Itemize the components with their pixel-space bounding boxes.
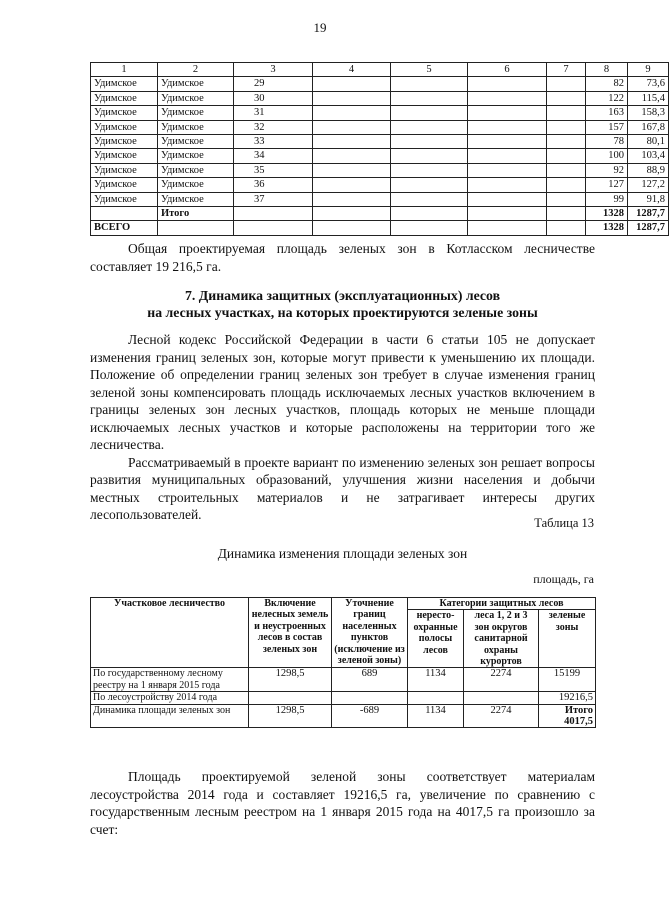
table-cell bbox=[332, 692, 408, 704]
table-cell: 88,9 bbox=[628, 163, 669, 177]
table-cell: 91,8 bbox=[628, 192, 669, 206]
column-number: 8 bbox=[586, 63, 628, 77]
table-cell bbox=[468, 135, 547, 149]
table-cell: 1134 bbox=[408, 668, 464, 692]
table-cell bbox=[547, 221, 586, 235]
table-cell: Удимское bbox=[91, 106, 158, 120]
table-cell: Удимское bbox=[91, 77, 158, 91]
table-cell: 157 bbox=[586, 120, 628, 134]
table-cell: Удимское bbox=[91, 163, 158, 177]
table-cell: 29 bbox=[234, 77, 313, 91]
table-cell bbox=[313, 91, 391, 105]
subtotal-row bbox=[91, 207, 669, 221]
table-cell bbox=[391, 91, 468, 105]
table-cell bbox=[313, 163, 391, 177]
total-label: ВСЕГО bbox=[91, 221, 158, 235]
table-cell: 127 bbox=[586, 178, 628, 192]
column-number: 1 bbox=[91, 63, 158, 77]
column-number: 4 bbox=[313, 63, 391, 77]
subtotal-count: 1328 bbox=[586, 207, 628, 221]
header-forestry: Участковое лесничество bbox=[91, 598, 249, 668]
table-row bbox=[91, 91, 669, 105]
table-cell bbox=[464, 692, 539, 704]
header-inclusion: Включение нелесных земель и неустроенных лесов в состав зеленых зон bbox=[249, 598, 332, 668]
table-row bbox=[91, 178, 669, 192]
table-cell: Удимское bbox=[158, 135, 234, 149]
table-cell: 103,4 bbox=[628, 149, 669, 163]
column-number: 2 bbox=[158, 63, 234, 77]
table-cell bbox=[547, 120, 586, 134]
table-cell: 1134 bbox=[408, 704, 464, 728]
table-cell: Удимское bbox=[158, 178, 234, 192]
section-heading-line-1: 7. Динамика защитных (эксплуатационных) лесов bbox=[184, 288, 501, 303]
table-cell bbox=[313, 207, 391, 221]
table-cell: 78 bbox=[586, 135, 628, 149]
column-number: 5 bbox=[391, 63, 468, 77]
table-cell bbox=[391, 149, 468, 163]
table-cell: 100 bbox=[586, 149, 628, 163]
table-cell: Удимское bbox=[158, 77, 234, 91]
table-cell bbox=[547, 192, 586, 206]
table-cell: 2274 bbox=[464, 668, 539, 692]
table-cell bbox=[313, 135, 391, 149]
table-row bbox=[91, 106, 669, 120]
table-cell bbox=[547, 77, 586, 91]
table-cell bbox=[313, 192, 391, 206]
table-row bbox=[91, 163, 669, 177]
table-cell bbox=[234, 207, 313, 221]
table-cell bbox=[408, 692, 464, 704]
table-cell: 19216,5 bbox=[539, 692, 596, 704]
table-header-row bbox=[91, 63, 669, 77]
section-heading-line-2: на лесных участках, на которых проектируются зеленые зоны bbox=[147, 305, 538, 320]
table-cell bbox=[234, 221, 313, 235]
table-row bbox=[91, 704, 596, 728]
table-cell bbox=[547, 207, 586, 221]
table-cell: Удимское bbox=[158, 120, 234, 134]
table-cell: 32 bbox=[234, 120, 313, 134]
column-number: 7 bbox=[547, 63, 586, 77]
table-cell: 1298,5 bbox=[249, 668, 332, 692]
table-cell: 15199 bbox=[539, 668, 596, 692]
table-cell bbox=[547, 135, 586, 149]
table-cell bbox=[158, 221, 234, 235]
table-cell: 99 bbox=[586, 192, 628, 206]
table-cell bbox=[391, 77, 468, 91]
table-cell bbox=[313, 178, 391, 192]
table-cell bbox=[391, 221, 468, 235]
body-paragraphs bbox=[90, 331, 595, 524]
header-boundary-update: Уточнение границ населенных пунктов (исключение из зеленой зоны) bbox=[332, 598, 408, 668]
table-cell: 158,3 bbox=[628, 106, 669, 120]
table-cell bbox=[391, 163, 468, 177]
table-cell: -689 bbox=[332, 704, 408, 728]
table-cell bbox=[468, 149, 547, 163]
table-cell bbox=[391, 192, 468, 206]
table-cell: Удимское bbox=[91, 120, 158, 134]
table-cell: Удимское bbox=[91, 192, 158, 206]
table-cell bbox=[468, 91, 547, 105]
table-cell: 34 bbox=[234, 149, 313, 163]
table-cell: Удимское bbox=[158, 106, 234, 120]
table-cell bbox=[391, 178, 468, 192]
table-cell: Удимское bbox=[91, 178, 158, 192]
table-cell bbox=[313, 106, 391, 120]
table-cell bbox=[468, 207, 547, 221]
header-sanitary-zones: леса 1, 2 и 3 зон округов санитарной охраны курортов bbox=[464, 610, 539, 668]
total-row bbox=[91, 221, 669, 235]
table-cell: Удимское bbox=[91, 149, 158, 163]
table-row bbox=[91, 192, 669, 206]
table-cell: 167,8 bbox=[628, 120, 669, 134]
row-label: По государственному лесному реестру на 1 января 2015 года bbox=[91, 668, 249, 692]
green-zones-dynamics-table bbox=[90, 597, 596, 728]
table-cell: 30 bbox=[234, 91, 313, 105]
table-cell bbox=[468, 106, 547, 120]
table-number-label: Таблица 13 bbox=[534, 516, 594, 530]
table-cell bbox=[391, 207, 468, 221]
closing-paragraph: Площадь проектируемой зеленой зоны соответствует материалам лесоустройства 2014 года и составляет 19216,5 га, увеличение по сравнению с государственным лесным реестром на 1 января 2015 года на 4017,5 га произошло за счет: bbox=[90, 769, 595, 837]
table-cell bbox=[249, 692, 332, 704]
column-number: 3 bbox=[234, 63, 313, 77]
table-cell: Удимское bbox=[158, 91, 234, 105]
table-cell bbox=[313, 221, 391, 235]
table-cell: 122 bbox=[586, 91, 628, 105]
table-cell-total: Итого 4017,5 bbox=[539, 704, 596, 728]
table-cell bbox=[468, 163, 547, 177]
column-number: 6 bbox=[468, 63, 547, 77]
table-cell bbox=[468, 192, 547, 206]
header-protective-categories: Категории защитных лесов bbox=[408, 598, 596, 610]
table-cell bbox=[547, 149, 586, 163]
total-area: 1287,7 bbox=[628, 221, 669, 235]
table-cell bbox=[468, 77, 547, 91]
table-cell: Удимское bbox=[158, 192, 234, 206]
paragraph-forest-code: Лесной кодекс Российской Федерации в части 6 статьи 105 не допускает изменения границ зеленых зон, которые могут привести к уменьшению их площади. Положение об определении границ зеленых зон требует в случае изменения границ зеленой зоны компенсировать площадь исключаемых лесных участков включением в границы зеленых зон лесных участков, площадь которых не меньше площади исключаемых лесных участков и которые расположены на территории того же лесничества. bbox=[90, 332, 595, 452]
row-label: По лесоустройству 2014 года bbox=[91, 692, 249, 704]
table-cell: 82 bbox=[586, 77, 628, 91]
table-cell: Удимское bbox=[91, 91, 158, 105]
total-count: 1328 bbox=[586, 221, 628, 235]
table-cell: 163 bbox=[586, 106, 628, 120]
table-cell: 689 bbox=[332, 668, 408, 692]
table-cell bbox=[468, 221, 547, 235]
table-row bbox=[91, 120, 669, 134]
table-cell bbox=[91, 207, 158, 221]
row-label: Динамика площади зеленых зон bbox=[91, 704, 249, 728]
table-cell: 80,1 bbox=[628, 135, 669, 149]
table-cell: Удимское bbox=[158, 163, 234, 177]
table-header-row bbox=[91, 598, 596, 610]
table-row bbox=[91, 668, 596, 692]
header-spawning-strips: нересто-охранные полосы лесов bbox=[408, 610, 464, 668]
header-green-zones: зеленые зоны bbox=[539, 610, 596, 668]
paragraph-project-variant: Рассматриваемый в проекте вариант по изменению зеленых зон решает вопросы развития муниципальных образований, улучшения жизни населения и добычи местных строительных материалов и не затрагивает интересы других лесопользователей. bbox=[90, 454, 595, 522]
table-cell bbox=[547, 91, 586, 105]
table-cell bbox=[468, 120, 547, 134]
table-cell bbox=[547, 106, 586, 120]
table-cell: 115,4 bbox=[628, 91, 669, 105]
table-cell: 36 bbox=[234, 178, 313, 192]
table-title: Динамика изменения площади зеленых зон bbox=[217, 546, 468, 561]
table-cell: 92 bbox=[586, 163, 628, 177]
table-row bbox=[91, 692, 596, 704]
table-cell: 1298,5 bbox=[249, 704, 332, 728]
table-cell: 31 bbox=[234, 106, 313, 120]
column-number: 9 bbox=[628, 63, 669, 77]
subtotal-area: 1287,7 bbox=[628, 207, 669, 221]
table-cell: 35 bbox=[234, 163, 313, 177]
table-cell bbox=[547, 178, 586, 192]
page-number: 19 bbox=[313, 20, 327, 35]
table-row bbox=[91, 135, 669, 149]
table-cell: 2274 bbox=[464, 704, 539, 728]
table-cell: Удимское bbox=[158, 149, 234, 163]
table-cell bbox=[547, 163, 586, 177]
table-row bbox=[91, 149, 669, 163]
table-cell: 33 bbox=[234, 135, 313, 149]
table-cell: 37 bbox=[234, 192, 313, 206]
table-row bbox=[91, 77, 669, 91]
table-unit: площадь, га bbox=[533, 572, 594, 586]
forest-areas-table bbox=[90, 62, 669, 236]
table-cell bbox=[313, 77, 391, 91]
table-cell bbox=[313, 149, 391, 163]
table-cell bbox=[391, 135, 468, 149]
table-cell bbox=[391, 106, 468, 120]
table-cell: 127,2 bbox=[628, 178, 669, 192]
subtotal-label: Итого bbox=[158, 207, 234, 221]
section-heading bbox=[90, 287, 595, 321]
table-cell bbox=[391, 120, 468, 134]
table-cell bbox=[313, 120, 391, 134]
table-cell bbox=[468, 178, 547, 192]
table-cell: 73,6 bbox=[628, 77, 669, 91]
table-cell: Удимское bbox=[91, 135, 158, 149]
summary-paragraph: Общая проектируемая площадь зеленых зон в Котласском лесничестве составляет 19 216,5 га. bbox=[90, 241, 595, 274]
